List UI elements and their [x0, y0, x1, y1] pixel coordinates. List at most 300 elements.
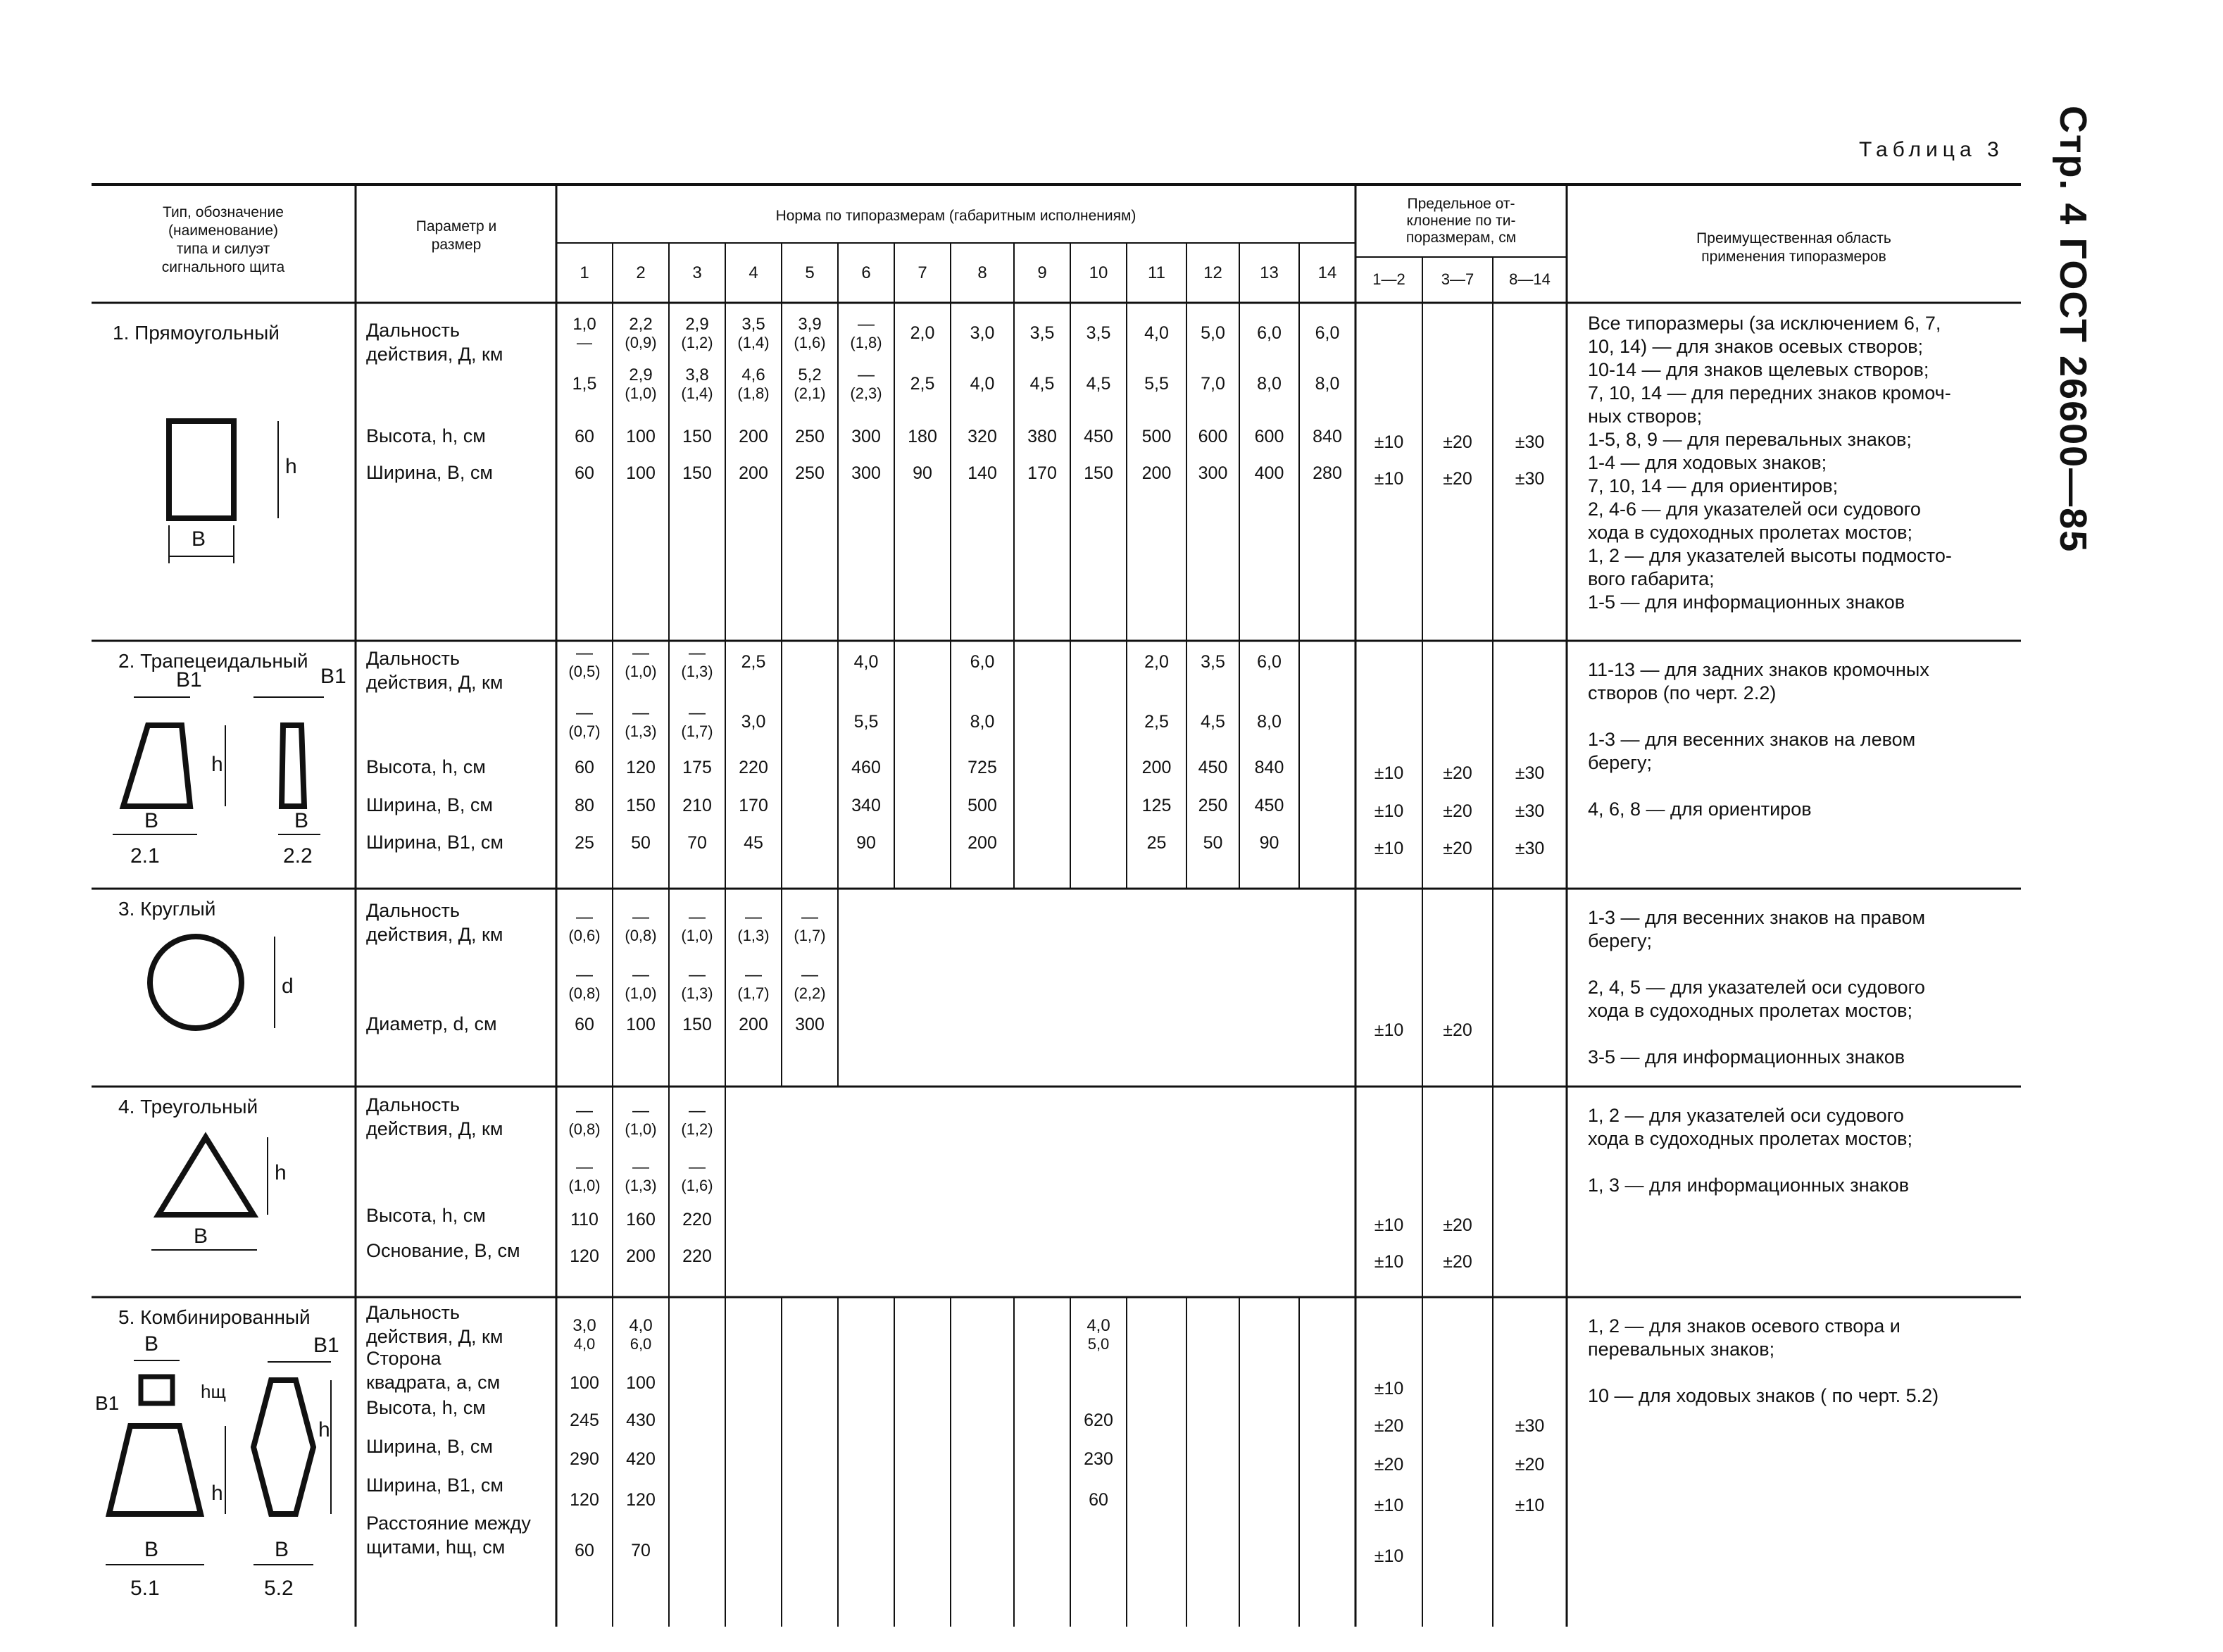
application-text: 1-5 — для информационных знаков — [1588, 592, 1905, 613]
value-bottom: (2,1) — [794, 384, 826, 402]
param-label: Расстояние между — [366, 1513, 531, 1534]
deviation-cell: ±30 — [1515, 801, 1545, 821]
header-size-5: 5 — [805, 263, 815, 282]
value-top: 2,9 — [685, 315, 709, 334]
dim-label-d: d — [282, 975, 294, 998]
value-top: — — [689, 908, 706, 927]
value-cell: 300 — [851, 427, 881, 446]
value-cell: 430 — [626, 1410, 656, 1430]
value-top: — — [689, 703, 706, 722]
value-top: — — [745, 908, 762, 927]
trapezoid-shield-2-2 — [282, 725, 304, 806]
param-label: Основание, B, см — [366, 1240, 520, 1261]
value-bottom: (1,0) — [625, 384, 657, 402]
section-type-title: 4. Треугольный — [118, 1096, 258, 1118]
value-cell: 340 — [851, 796, 881, 815]
deviation-cell: ±30 — [1515, 763, 1545, 783]
dim-label-b1: B1 — [313, 1334, 339, 1357]
header-dev-group: 8—14 — [1509, 270, 1551, 288]
header-type-text: (наименование) — [168, 223, 278, 239]
value-cell: 70 — [687, 833, 707, 853]
value-cell: 6,0 — [1315, 323, 1340, 343]
value-top: — — [576, 965, 593, 984]
value-bottom: 6,0 — [630, 1335, 652, 1353]
hexagon-shield-5-2 — [253, 1380, 313, 1514]
value-bottom: (1,3) — [681, 984, 713, 1002]
value-cell: 300 — [851, 463, 881, 483]
value-cell: 60 — [575, 427, 594, 446]
param-label: действия, Д, км — [366, 1118, 503, 1139]
param-label: Дальность — [366, 648, 460, 669]
deviation-cell: ±20 — [1443, 763, 1472, 783]
value-cell: 25 — [1146, 833, 1167, 853]
section-type-title: 1. Прямоугольный — [113, 322, 280, 344]
value-cell: 4,5 — [1029, 374, 1055, 394]
value-cell: 280 — [1313, 463, 1342, 483]
application-text: перевальных знаков; — [1588, 1339, 1775, 1360]
value-cell: 620 — [1084, 1410, 1113, 1430]
value-top: 3,8 — [685, 365, 709, 384]
value-cell: 840 — [1313, 427, 1342, 446]
value-bottom: (1,2) — [681, 1120, 713, 1138]
value-cell: 100 — [626, 463, 656, 483]
value-cell: 3,0 — [970, 323, 995, 343]
dim-label-h: h — [318, 1418, 330, 1441]
value-cell: 170 — [739, 796, 768, 815]
value-cell: 2,0 — [910, 323, 935, 343]
value-cell: 450 — [1254, 796, 1284, 815]
value-top: 2,9 — [629, 365, 653, 384]
value-cell: 80 — [575, 796, 594, 815]
value-cell: 50 — [1203, 833, 1223, 853]
value-cell: 250 — [795, 427, 825, 446]
value-top: — — [632, 1158, 649, 1177]
header-size-11: 11 — [1148, 263, 1165, 282]
application-text: 1-3 — для весенних знаков на правом — [1588, 907, 1926, 928]
application-text: 1, 2 — для указателей высоты подмосто- — [1588, 545, 1952, 566]
value-cell: 8,0 — [1257, 712, 1282, 732]
param-label: Дальность — [366, 900, 460, 921]
value-cell: 4,5 — [1086, 374, 1111, 394]
value-top: — — [689, 644, 706, 663]
value-cell: 8,0 — [1315, 374, 1340, 394]
value-cell: 110 — [570, 1210, 599, 1229]
value-cell: 500 — [968, 796, 997, 815]
application-text: 4, 6, 8 — для ориентиров — [1588, 799, 1812, 820]
param-label: Диаметр, d, см — [366, 1013, 497, 1034]
param-label: Ширина, B1, см — [366, 832, 503, 853]
param-label: Высота, h, см — [366, 425, 486, 446]
fig-caption-5-1: 5.1 — [130, 1577, 160, 1600]
value-cell: 450 — [1084, 427, 1113, 446]
value-top: 4,6 — [741, 365, 765, 384]
value-top: 4,0 — [1087, 1316, 1110, 1335]
application-text: ных створов; — [1588, 406, 1703, 427]
value-cell: 170 — [1027, 463, 1057, 483]
value-bottom: (1,0) — [568, 1177, 601, 1194]
header-norm-text: Норма по типоразмерам (габаритным исполнениям) — [775, 208, 1136, 224]
value-cell: 60 — [575, 758, 594, 777]
value-bottom: (1,2) — [681, 334, 713, 351]
param-label: действия, Д, км — [366, 344, 503, 365]
deviation-cell: ±10 — [1374, 1252, 1404, 1272]
application-text: 10 — для ходовых знаков ( по черт. 5.2) — [1588, 1385, 1939, 1406]
dim-label-h: h — [211, 753, 223, 776]
value-top: — — [632, 644, 649, 663]
value-bottom: (0,7) — [568, 722, 601, 740]
value-cell: 1,5 — [572, 374, 597, 394]
param-label: Дальность — [366, 1094, 460, 1115]
param-label: Ширина, B, см — [366, 1436, 493, 1457]
header-size-6: 6 — [861, 263, 871, 282]
application-text: берегу; — [1588, 752, 1653, 773]
value-bottom: 4,0 — [573, 1335, 596, 1353]
param-label: действия, Д, км — [366, 1326, 503, 1347]
value-cell: 600 — [1198, 427, 1228, 446]
application-text: 7, 10, 14 — для передних знаков кромоч- — [1588, 382, 1951, 403]
deviation-cell: ±30 — [1515, 432, 1545, 452]
value-cell: 290 — [570, 1449, 599, 1469]
header-size-3: 3 — [692, 263, 702, 282]
value-top: — — [745, 965, 762, 984]
application-text: 10, 14) — для знаков осевых створов; — [1588, 336, 1924, 357]
param-label: Ширина, B, см — [366, 794, 493, 815]
header-size-4: 4 — [749, 263, 758, 282]
value-top: — — [689, 965, 706, 984]
value-bottom: (2,2) — [794, 984, 826, 1002]
value-bottom: (1,3) — [625, 722, 657, 740]
value-cell: 120 — [626, 758, 656, 777]
header-area-text: Преимущественная область — [1696, 230, 1891, 246]
deviation-cell: ±10 — [1374, 1020, 1404, 1040]
value-bottom: (0,8) — [625, 927, 657, 944]
value-cell: 100 — [626, 1373, 656, 1393]
value-cell: 100 — [626, 427, 656, 446]
header-size-9: 9 — [1037, 263, 1047, 282]
header-type-text: типа и силуэт — [176, 241, 270, 257]
value-cell: 160 — [626, 1210, 656, 1229]
application-text: хода в судоходных пролетах мостов; — [1588, 1000, 1913, 1021]
deviation-cell: ±10 — [1374, 1215, 1404, 1235]
value-cell: 600 — [1254, 427, 1284, 446]
value-cell: 250 — [795, 463, 825, 483]
value-cell: 125 — [1141, 796, 1172, 815]
header-type-text: Тип, обозначение — [163, 204, 284, 220]
fig-caption-5-2: 5.2 — [264, 1577, 294, 1600]
value-bottom: (0,5) — [568, 663, 601, 680]
deviation-cell: ±20 — [1515, 1455, 1545, 1475]
value-cell: 250 — [1198, 796, 1228, 815]
application-text: 1, 3 — для информационных знаков — [1588, 1175, 1910, 1196]
value-cell: 150 — [682, 1015, 712, 1034]
deviation-cell: ±10 — [1374, 432, 1404, 452]
value-cell: 3,0 — [741, 712, 766, 732]
value-cell: 2,5 — [910, 374, 935, 394]
deviation-cell: ±20 — [1443, 1020, 1472, 1040]
header-type-text: сигнального щита — [161, 259, 285, 275]
value-cell: 840 — [1254, 758, 1284, 777]
param-label: Дальность — [366, 320, 460, 341]
fig-caption-2-2: 2.2 — [283, 844, 313, 868]
value-cell: 100 — [570, 1373, 599, 1393]
value-top: — — [632, 965, 649, 984]
value-cell: 120 — [570, 1246, 599, 1266]
header-param-text: Параметр и — [415, 218, 497, 234]
deviation-cell: ±20 — [1443, 801, 1472, 821]
dim-label-b: B — [294, 809, 309, 832]
value-cell: 2,5 — [741, 652, 766, 672]
value-cell: 25 — [575, 833, 594, 853]
value-cell: 175 — [682, 758, 712, 777]
value-cell: 120 — [570, 1490, 599, 1510]
value-cell: 220 — [739, 758, 768, 777]
value-top: — — [576, 908, 593, 927]
value-cell: 3,5 — [1201, 652, 1225, 672]
application-text: 2, 4-6 — для указателей оси судового — [1588, 499, 1921, 520]
value-bottom: (1,3) — [737, 927, 770, 944]
deviation-cell: ±20 — [1443, 1252, 1472, 1272]
value-cell: 380 — [1027, 427, 1057, 446]
value-cell: 5,5 — [853, 712, 879, 732]
value-cell: 4,0 — [1144, 323, 1169, 343]
dim-label-b1: B1 — [95, 1392, 120, 1414]
value-bottom: (1,3) — [625, 1177, 657, 1194]
value-cell: 300 — [795, 1015, 825, 1034]
value-top: 5,2 — [798, 365, 822, 384]
value-bottom: (1,3) — [681, 663, 713, 680]
trapezoid-shield-2-1 — [123, 725, 190, 806]
value-bottom: (0,8) — [568, 984, 601, 1002]
value-bottom: (2,3) — [850, 384, 882, 402]
value-cell: 200 — [739, 463, 768, 483]
table-label: Таблица 3 — [1859, 138, 2004, 161]
value-cell: 150 — [682, 463, 712, 483]
param-label: Высота, h, см — [366, 1397, 486, 1418]
application-text: берегу; — [1588, 930, 1653, 951]
value-top: — — [632, 1101, 649, 1120]
value-cell: 2,5 — [1144, 712, 1169, 732]
value-cell: 320 — [968, 427, 997, 446]
value-top: — — [689, 1101, 706, 1120]
header-dev-group: 3—7 — [1441, 270, 1474, 288]
param-label: действия, Д, км — [366, 924, 503, 945]
value-cell: 450 — [1198, 758, 1228, 777]
value-top: — — [576, 1158, 593, 1177]
value-cell: 45 — [744, 833, 763, 853]
param-label: Дальность — [366, 1302, 460, 1323]
deviation-cell: ±30 — [1515, 1416, 1545, 1436]
application-text: вого габарита; — [1588, 568, 1715, 589]
value-top: — — [576, 644, 593, 663]
value-cell: 90 — [1259, 833, 1279, 853]
application-text: 3-5 — для информационных знаков — [1588, 1046, 1905, 1068]
dim-label-h: h — [285, 455, 297, 478]
value-cell: 50 — [631, 833, 651, 853]
fig-caption-2-1: 2.1 — [130, 844, 160, 868]
value-top: 3,5 — [741, 315, 765, 334]
section-type-title: 5. Комбинированный — [118, 1306, 311, 1328]
param-label: квадрата, a, см — [366, 1372, 501, 1393]
deviation-cell: ±10 — [1374, 1496, 1404, 1515]
param-label: щитами, hщ, см — [366, 1537, 506, 1558]
application-text: 1-4 — для ходовых знаков; — [1588, 452, 1827, 473]
trapezoid-shield-5-1 — [109, 1426, 201, 1514]
rectangle-shield — [169, 421, 234, 518]
value-bottom: (1,6) — [681, 1177, 713, 1194]
header-area-text: применения типоразмеров — [1701, 249, 1886, 265]
value-cell: 460 — [851, 758, 881, 777]
dim-label-hsh: hщ — [201, 1381, 226, 1402]
value-bottom: (0,6) — [568, 927, 601, 944]
value-top: — — [632, 908, 649, 927]
value-cell: 220 — [682, 1210, 712, 1229]
value-cell: 400 — [1254, 463, 1284, 483]
value-top: 3,9 — [798, 315, 822, 334]
deviation-cell: ±20 — [1443, 1215, 1472, 1235]
value-cell: 60 — [575, 1541, 594, 1560]
dim-label-b: B — [144, 1538, 159, 1561]
value-top: 4,0 — [629, 1316, 653, 1335]
value-bottom: (0,9) — [625, 334, 657, 351]
dim-label-h: h — [211, 1482, 223, 1505]
value-cell: 60 — [575, 463, 594, 483]
application-text: 1-3 — для весенних знаков на левом — [1588, 729, 1916, 750]
value-cell: 3,5 — [1029, 323, 1055, 343]
value-cell: 8,0 — [970, 712, 995, 732]
dim-label-b: B — [194, 1225, 208, 1248]
value-cell: 230 — [1084, 1449, 1113, 1469]
header-size-8: 8 — [977, 263, 987, 282]
header-dev-text: поразмерам, см — [1405, 230, 1517, 246]
application-text: 1-5, 8, 9 — для перевальных знаков; — [1588, 429, 1912, 450]
triangle-shield — [158, 1137, 253, 1215]
section-type-title: 2. Трапецеидальный — [118, 650, 308, 672]
value-bottom: (1,7) — [681, 722, 713, 740]
dim-label-b1: B1 — [320, 665, 346, 688]
application-text: 7, 10, 14 — для ориентиров; — [1588, 475, 1839, 496]
deviation-cell: ±10 — [1374, 801, 1404, 821]
square-shield-5-1 — [141, 1377, 173, 1403]
value-cell: 4,0 — [970, 374, 995, 394]
header-param-text: размер — [431, 237, 482, 253]
value-cell: 6,0 — [970, 652, 995, 672]
value-cell: 420 — [626, 1449, 656, 1469]
application-text: хода в судоходных пролетах мостов; — [1588, 522, 1913, 543]
value-top: 2,2 — [629, 315, 653, 334]
value-top: — — [689, 1158, 706, 1177]
value-bottom: (1,8) — [850, 334, 882, 351]
header-size-2: 2 — [636, 263, 646, 282]
value-top: 1,0 — [572, 315, 596, 334]
value-cell: 150 — [682, 427, 712, 446]
value-cell: 140 — [968, 463, 997, 483]
value-cell: 500 — [1141, 427, 1172, 446]
value-cell: 200 — [1141, 758, 1172, 777]
value-cell: 90 — [856, 833, 876, 853]
value-cell: 245 — [570, 1410, 599, 1430]
value-top: — — [576, 703, 593, 722]
deviation-cell: ±20 — [1374, 1416, 1404, 1436]
value-cell: 6,0 — [1257, 323, 1282, 343]
header-size-1: 1 — [580, 263, 589, 282]
header-dev-group: 1—2 — [1372, 270, 1405, 288]
application-text: 1, 2 — для указателей оси судового — [1588, 1105, 1904, 1126]
section-type-title: 3. Круглый — [118, 898, 216, 920]
deviation-cell: ±20 — [1443, 432, 1472, 452]
deviation-cell: ±10 — [1374, 469, 1404, 489]
header-size-10: 10 — [1089, 263, 1108, 282]
value-cell: 200 — [739, 427, 768, 446]
value-cell: 2,0 — [1144, 652, 1169, 672]
value-cell: 200 — [739, 1015, 768, 1034]
header-dev-text: клонение по ти- — [1406, 213, 1516, 229]
value-cell: 100 — [626, 1015, 656, 1034]
value-bottom: (0,8) — [568, 1120, 601, 1138]
value-bottom: (1,4) — [681, 384, 713, 402]
param-label: действия, Д, км — [366, 672, 503, 693]
value-top: — — [801, 965, 818, 984]
value-top: — — [576, 1101, 593, 1120]
side-header-text: Стр. 4 ГОСТ 26600—85 — [2052, 106, 2094, 553]
value-cell: 90 — [913, 463, 932, 483]
value-cell: 150 — [1084, 463, 1113, 483]
deviation-cell: ±20 — [1443, 469, 1472, 489]
dim-label-b: B — [192, 527, 206, 551]
param-label: Высота, h, см — [366, 756, 486, 777]
deviation-cell: ±10 — [1374, 1379, 1404, 1398]
deviation-cell: ±20 — [1374, 1455, 1404, 1475]
application-text: хода в судоходных пролетах мостов; — [1588, 1128, 1913, 1149]
value-cell: 300 — [1198, 463, 1228, 483]
header-size-12: 12 — [1203, 263, 1222, 282]
value-bottom: (1,8) — [737, 384, 770, 402]
value-cell: 7,0 — [1201, 374, 1225, 394]
value-cell: 200 — [626, 1246, 656, 1266]
value-cell: 180 — [908, 427, 937, 446]
header-size-7: 7 — [918, 263, 927, 282]
circle-shield — [150, 937, 242, 1028]
value-cell: 200 — [968, 833, 997, 853]
deviation-cell: ±10 — [1515, 1496, 1545, 1515]
header-size-13: 13 — [1260, 263, 1279, 282]
param-label: Высота, h, см — [366, 1205, 486, 1226]
value-cell: 8,0 — [1257, 374, 1282, 394]
application-text: 2, 4, 5 — для указателей оси судового — [1588, 977, 1925, 998]
deviation-cell: ±10 — [1374, 839, 1404, 858]
value-top: — — [858, 315, 875, 334]
value-top: 3,0 — [572, 1316, 596, 1335]
deviation-cell: ±30 — [1515, 469, 1545, 489]
deviation-cell: ±30 — [1515, 839, 1545, 858]
application-text: 10-14 — для знаков щелевых створов; — [1588, 359, 1929, 380]
application-text: Все типоразмеры (за исключением 6, 7, — [1588, 313, 1941, 334]
value-top: — — [858, 365, 875, 384]
value-bottom: (1,4) — [737, 334, 770, 351]
value-cell: 120 — [626, 1490, 656, 1510]
param-label: Сторона — [366, 1348, 442, 1369]
value-cell: 60 — [1089, 1490, 1108, 1510]
dim-label-h: h — [275, 1161, 287, 1184]
value-cell: 210 — [682, 796, 712, 815]
value-bottom: (1,0) — [625, 1120, 657, 1138]
value-top: — — [801, 908, 818, 927]
param-label: Ширина, B, см — [366, 462, 493, 483]
value-bottom: (1,6) — [794, 334, 826, 351]
value-bottom: (1,7) — [794, 927, 826, 944]
value-cell: 3,5 — [1086, 323, 1111, 343]
value-bottom: (1,7) — [737, 984, 770, 1002]
value-bottom: (1,0) — [625, 663, 657, 680]
